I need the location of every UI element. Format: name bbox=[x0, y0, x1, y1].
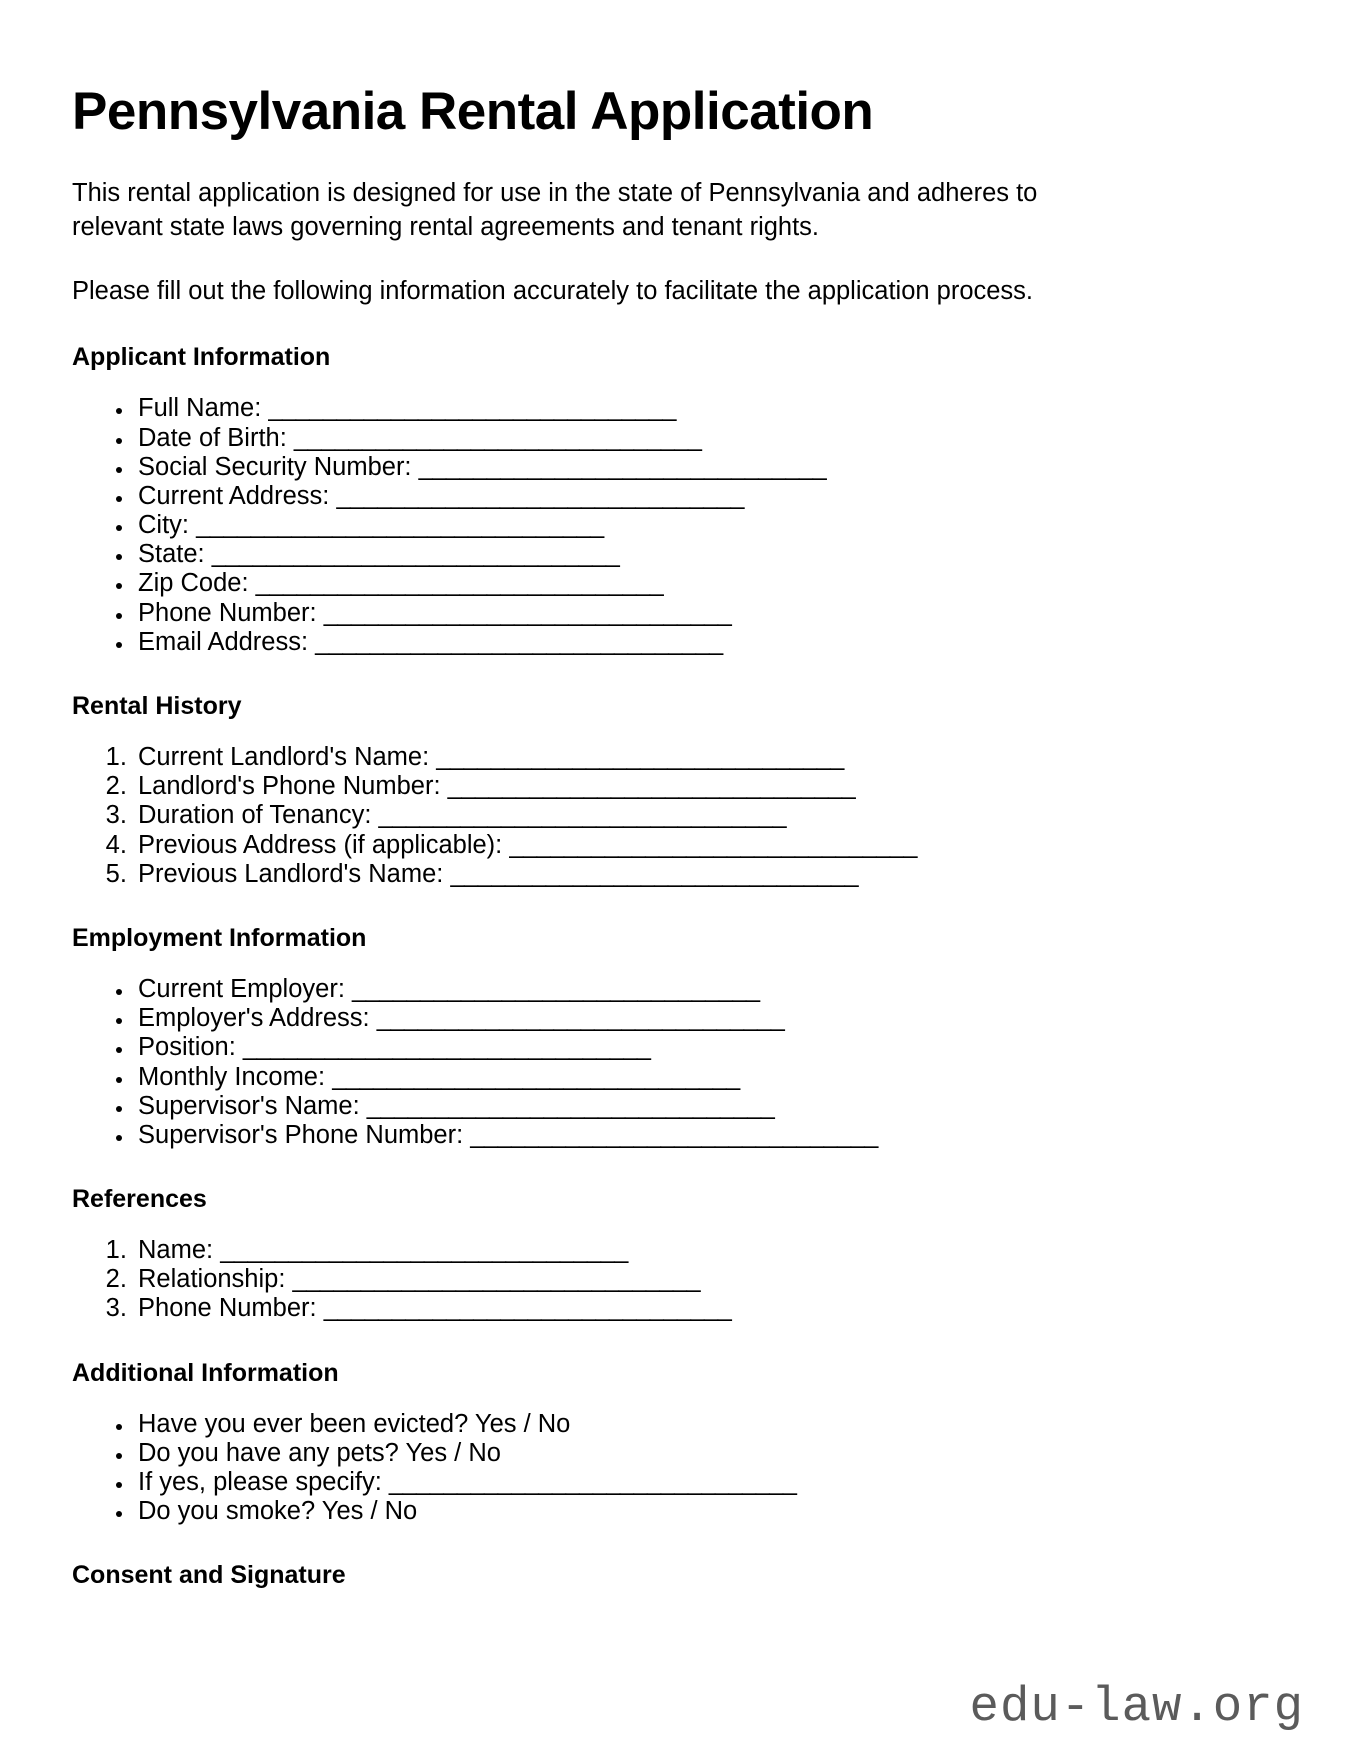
field-label: City: bbox=[138, 511, 189, 540]
blank-line[interactable]: ______________________________ bbox=[366, 1091, 775, 1120]
list-item bbox=[134, 453, 1292, 482]
blank-line[interactable]: ______________________________ bbox=[450, 859, 858, 888]
field-label: Do you have any pets? Yes / No bbox=[138, 1438, 501, 1467]
list-item bbox=[134, 599, 1292, 628]
field-label: If yes, please specify: bbox=[138, 1468, 382, 1497]
blank-line[interactable]: ______________________________ bbox=[436, 743, 844, 772]
list-item bbox=[134, 801, 1292, 830]
blank-line[interactable]: ______________________________ bbox=[268, 394, 676, 423]
section-heading-consent-and-signature: Consent and Signature bbox=[72, 1561, 346, 1590]
blank-line[interactable]: ______________________________ bbox=[293, 423, 702, 452]
page-title: Pennsylvania Rental Application bbox=[72, 82, 874, 141]
blank-line[interactable]: ______________________________ bbox=[378, 801, 786, 830]
field-label: Do you smoke? Yes / No bbox=[138, 1497, 418, 1526]
list-item bbox=[134, 743, 1292, 772]
list-item bbox=[134, 424, 1292, 453]
list-item bbox=[134, 569, 1292, 598]
blank-line[interactable]: ______________________________ bbox=[376, 1004, 785, 1033]
field-label: Supervisor's Phone Number: bbox=[138, 1120, 464, 1149]
field-label: Have you ever been evicted? Yes / No bbox=[138, 1409, 571, 1438]
blank-line[interactable]: ______________________________ bbox=[509, 830, 917, 859]
field-label: State: bbox=[138, 540, 205, 569]
list-item bbox=[134, 511, 1292, 540]
section-heading-additional-information: Additional Information bbox=[72, 1358, 339, 1387]
field-label: Monthly Income: bbox=[138, 1062, 326, 1091]
list-item bbox=[134, 1033, 1292, 1062]
field-label: Phone Number: bbox=[138, 598, 317, 627]
field-label: Phone Number: bbox=[138, 1294, 317, 1323]
intro-paragraph-1: This rental application is designed for use in the state of Pennsylvania and adheres to relevant state laws governing rental agreements and tenant rights. bbox=[72, 179, 1038, 242]
list-item bbox=[134, 1468, 1292, 1497]
blank-line[interactable]: ______________________________ bbox=[211, 540, 620, 569]
field-label: Name: bbox=[138, 1236, 214, 1265]
blank-line[interactable]: ______________________________ bbox=[336, 481, 744, 510]
field-label: Current Address: bbox=[138, 481, 330, 510]
blank-line[interactable]: ______________________________ bbox=[323, 1294, 732, 1323]
list-item bbox=[134, 540, 1292, 569]
field-label: Duration of Tenancy: bbox=[138, 801, 372, 830]
field-label: Landlord's Phone Number: bbox=[138, 772, 441, 801]
field-label: Email Address: bbox=[138, 627, 309, 656]
field-label: Current Employer: bbox=[138, 974, 345, 1003]
blank-line[interactable]: ______________________________ bbox=[292, 1265, 700, 1294]
blank-line[interactable]: ______________________________ bbox=[323, 598, 732, 627]
blank-line[interactable]: ______________________________ bbox=[332, 1062, 740, 1091]
list-item bbox=[134, 860, 1292, 889]
section-heading-rental-history: Rental History bbox=[72, 692, 242, 721]
section-heading-employment-information: Employment Information bbox=[72, 923, 367, 952]
list-item bbox=[134, 1121, 1292, 1150]
list-item bbox=[134, 1236, 1292, 1265]
field-label: Date of Birth: bbox=[138, 423, 287, 452]
blank-line[interactable]: ______________________________ bbox=[315, 627, 723, 656]
blank-line[interactable]: ______________________________ bbox=[196, 511, 604, 540]
blank-line[interactable]: ______________________________ bbox=[470, 1120, 878, 1149]
section-heading-references: References bbox=[72, 1185, 207, 1214]
list-item bbox=[134, 831, 1292, 860]
list-item bbox=[134, 772, 1292, 801]
blank-line[interactable]: ______________________________ bbox=[447, 772, 856, 801]
site-watermark: edu-law.org bbox=[969, 1679, 1304, 1735]
list-item bbox=[134, 482, 1292, 511]
list-item bbox=[134, 628, 1292, 657]
applicant-information-field-list bbox=[72, 394, 1292, 657]
blank-line[interactable]: ______________________________ bbox=[418, 452, 827, 481]
field-label: Supervisor's Name: bbox=[138, 1091, 360, 1120]
field-label: Employer's Address: bbox=[138, 1004, 370, 1033]
blank-line[interactable]: ______________________________ bbox=[255, 569, 664, 598]
blank-line[interactable]: ______________________________ bbox=[242, 1033, 651, 1062]
field-label: Social Security Number: bbox=[138, 452, 412, 481]
blank-line[interactable]: ______________________________ bbox=[220, 1236, 628, 1265]
references-field-list bbox=[72, 1236, 1292, 1324]
list-item bbox=[134, 1063, 1292, 1092]
field-label: Current Landlord's Name: bbox=[138, 743, 430, 772]
list-item bbox=[134, 1092, 1292, 1121]
field-label: Previous Landlord's Name: bbox=[138, 859, 444, 888]
blank-line[interactable]: ______________________________ bbox=[352, 974, 760, 1003]
list-item bbox=[134, 1265, 1292, 1294]
field-label: Previous Address (if applicable): bbox=[138, 830, 503, 859]
field-label: Zip Code: bbox=[138, 569, 249, 598]
field-label: Relationship: bbox=[138, 1265, 286, 1294]
list-item bbox=[134, 1439, 1292, 1468]
list-item bbox=[134, 1410, 1292, 1439]
field-label: Position: bbox=[138, 1033, 236, 1062]
additional-information-field-list bbox=[72, 1410, 1292, 1527]
field-label: Full Name: bbox=[138, 394, 262, 423]
intro-paragraph-2: Please fill out the following information accurately to facilitate the application process. bbox=[72, 276, 1034, 305]
employment-information-field-list bbox=[72, 975, 1292, 1150]
rental-history-field-list bbox=[72, 743, 1292, 889]
list-item bbox=[134, 975, 1292, 1004]
blank-line[interactable]: ______________________________ bbox=[388, 1468, 797, 1497]
list-item bbox=[134, 1294, 1292, 1323]
list-item bbox=[134, 1497, 1292, 1526]
section-heading-applicant-information: Applicant Information bbox=[72, 343, 331, 372]
list-item bbox=[134, 394, 1292, 423]
list-item bbox=[134, 1004, 1292, 1033]
